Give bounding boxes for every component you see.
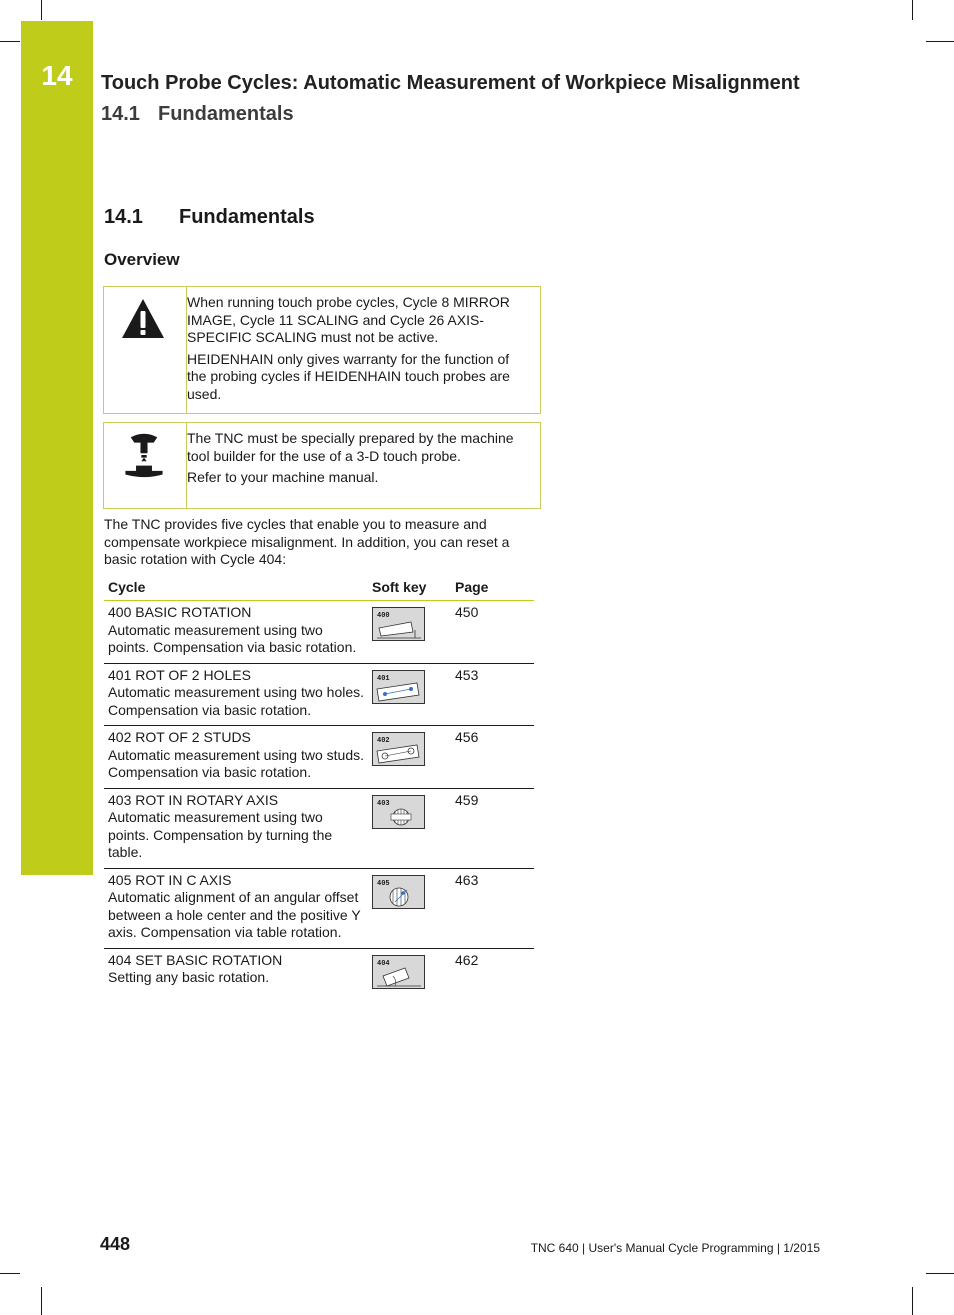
rotary-axis-diagram-icon: [373, 796, 424, 828]
footer-text: TNC 640 | User's Manual Cycle Programming | 1/2015: [530, 1241, 820, 1255]
section-number: 14.1: [104, 206, 143, 228]
note-icon-column: [104, 287, 187, 413]
table-row: [104, 726, 534, 789]
softkey-label: 400: [377, 612, 390, 620]
cycle-description: Setting any basic rotation.: [108, 969, 270, 985]
rotation-diagram-icon: [373, 608, 424, 640]
section-heading: [104, 206, 315, 229]
section-title: Fundamentals: [179, 206, 315, 228]
softkey-cell: [368, 663, 451, 726]
cycle-cell: [104, 601, 368, 664]
softkey-405-button[interactable]: [372, 875, 425, 909]
crop-mark: [912, 0, 913, 20]
softkey-cell: [368, 788, 451, 868]
running-section-header: [101, 103, 294, 126]
page-cell: 456: [451, 726, 534, 789]
crop-mark: [926, 1273, 954, 1274]
cycle-description: Automatic measurement using two holes. Compensation via basic rotation.: [108, 684, 365, 718]
cycle-cell: [104, 726, 368, 789]
crop-mark: [912, 1287, 913, 1315]
table-row: [104, 663, 534, 726]
chapter-title: Touch Probe Cycles: Automatic Measurement of Workpiece Misalignment: [101, 72, 800, 94]
softkey-cell: [368, 601, 451, 664]
two-studs-diagram-icon: [373, 733, 424, 765]
intro-paragraph: The TNC provides five cycles that enable you to measure and compensate workpiece misalignment. In addition, you can reset a basic rotation with Cycle 404:: [104, 516, 510, 567]
page-cell: 463: [451, 868, 534, 948]
cycle-cell: [104, 788, 368, 868]
column-header-softkey: Soft key: [368, 576, 451, 601]
softkey-label: 405: [377, 879, 390, 888]
cycle-description: Automatic alignment of an angular offset between a hole center and the positive Y axis. Compensation via table rotation.: [108, 889, 361, 940]
c-axis-diagram-icon: [373, 876, 424, 908]
warning-note: [103, 286, 541, 414]
cycle-description: Automatic measurement using two points. Compensation via basic rotation.: [108, 621, 357, 655]
cycle-name: 405 ROT IN C AXIS: [108, 871, 232, 888]
cycle-name: 404 SET BASIC ROTATION: [108, 951, 283, 968]
crop-mark: [41, 0, 42, 20]
chapter-number: 14: [41, 60, 73, 91]
crop-mark: [0, 41, 20, 42]
softkey-label: 402: [377, 737, 390, 745]
cycle-cell: [104, 868, 368, 948]
table-row: [104, 601, 534, 664]
machine-tool-icon: [121, 432, 167, 478]
page-cell: 450: [451, 601, 534, 664]
cycle-description: Automatic measurement using two points. Compensation by turning the table.: [108, 809, 333, 860]
softkey-401-button[interactable]: [372, 670, 425, 704]
page-cell: 462: [455, 951, 479, 968]
column-header-cycle: Cycle: [104, 576, 368, 601]
softkey-402-button[interactable]: [372, 732, 425, 766]
page-number: 448: [100, 1234, 131, 1254]
crop-mark: [926, 41, 954, 42]
column-header-page: Page: [451, 576, 534, 601]
set-rotation-diagram-icon: [373, 956, 424, 988]
crop-mark: [0, 1273, 20, 1274]
note-icon-column: [104, 423, 187, 508]
softkey-404-button[interactable]: [372, 955, 425, 989]
softkey-label: 403: [377, 799, 390, 808]
chapter-tab: [21, 21, 93, 875]
softkey-cell: [368, 868, 451, 948]
softkey-label: 404: [377, 959, 390, 968]
running-section-number: 14.1: [101, 103, 140, 125]
softkey-cell: [368, 948, 451, 995]
table-row: [104, 788, 534, 868]
machine-note: [103, 422, 541, 509]
table-header-row: [104, 576, 534, 601]
table-row: [104, 948, 534, 995]
cycles-table: [104, 576, 534, 995]
softkey-cell: [368, 726, 451, 789]
crop-mark: [41, 1287, 42, 1315]
cycle-name: 403 ROT IN ROTARY AXIS: [108, 791, 279, 808]
machine-paragraph: The TNC must be specially prepared by the machine tool builder for the use of a 3-D touch probe.: [187, 430, 514, 464]
cycle-name: 401 ROT OF 2 HOLES: [108, 666, 251, 683]
softkey-label: 401: [377, 674, 390, 683]
softkey-403-button[interactable]: [372, 795, 425, 829]
two-holes-diagram-icon: [373, 671, 424, 703]
subheading: Overview: [104, 250, 180, 269]
cycle-cell: [104, 663, 368, 726]
warning-note-text: [187, 294, 528, 407]
softkey-400-button[interactable]: [372, 607, 425, 641]
page-cell: 453: [451, 663, 534, 726]
cycle-cell: [104, 948, 368, 995]
machine-note-text: [187, 430, 528, 491]
cycle-description: Automatic measurement using two studs. Compensation via basic rotation.: [108, 746, 365, 780]
page-cell: 459: [451, 788, 534, 868]
warning-triangle-icon: [120, 296, 166, 342]
warning-paragraph: When running touch probe cycles, Cycle 8 MIRROR IMAGE, Cycle 11 SCALING and Cycle 26 AXIS-SPECIFIC SCALING must not be active.: [187, 294, 510, 345]
running-section-title: Fundamentals: [158, 103, 294, 125]
warning-paragraph: HEIDENHAIN only gives warranty for the function of the probing cycles if HEIDENHAIN touch probes are used.: [187, 350, 510, 402]
table-row: [104, 868, 534, 948]
machine-paragraph: Refer to your machine manual.: [187, 469, 379, 485]
cycle-name: 402 ROT OF 2 STUDS: [108, 729, 251, 745]
cycle-name: 400 BASIC ROTATION: [108, 604, 252, 620]
